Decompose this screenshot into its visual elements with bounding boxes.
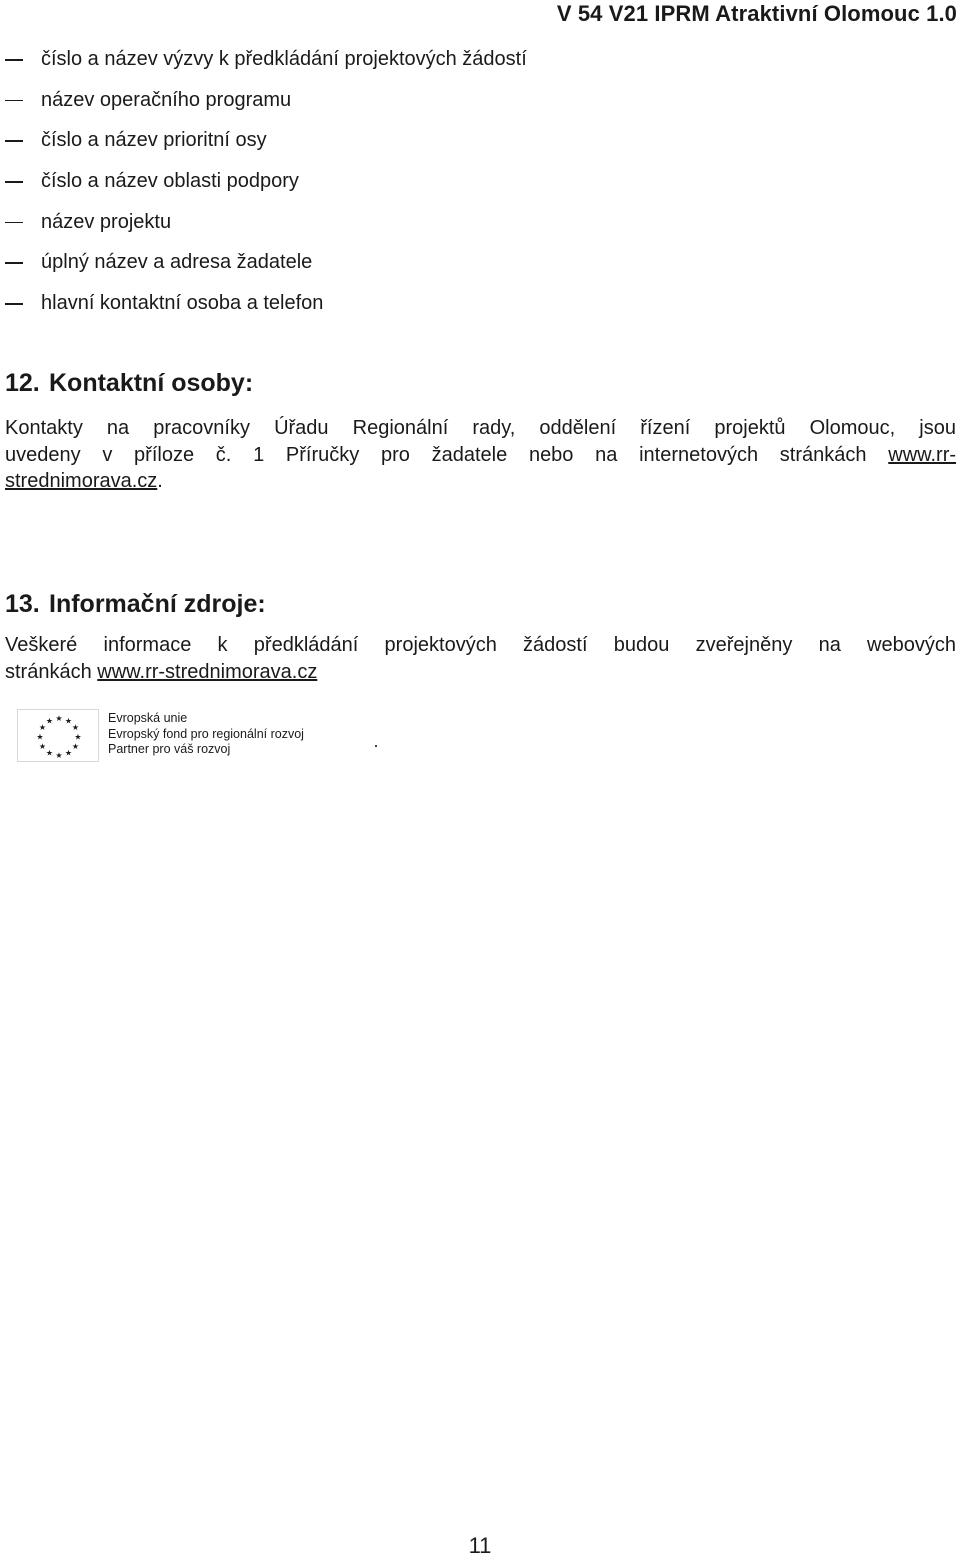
dash-bullet-icon [5, 100, 23, 102]
logo-line: Partner pro váš rozvoj [108, 742, 231, 756]
website-link[interactable]: www.rr-strednimorava.cz [97, 660, 318, 683]
paragraph-line [5, 442, 956, 469]
section-12-heading [5, 367, 253, 399]
list-item-text: název projektu [41, 210, 172, 233]
dash-bullet-icon [5, 59, 23, 61]
svg-text:★: ★ [74, 732, 82, 742]
dash-bullet-icon [5, 181, 23, 183]
list-item-text: číslo a název prioritní osy [41, 129, 267, 152]
stray-dot [375, 745, 377, 747]
list-item [0, 126, 527, 167]
section-13-paragraph [5, 632, 956, 685]
eu-flag-icon [17, 709, 99, 762]
paragraph-line [5, 659, 956, 686]
page-number: 11 [468, 1533, 492, 1558]
list-item-text: číslo a název výzvy k předkládání projektových žádostí [41, 48, 527, 70]
svg-text:★: ★ [38, 723, 47, 732]
document-header: V 54 V21 IPRM Atraktivní Olomouc 1.0 [556, 1, 957, 26]
paragraph-text: stránkách [5, 660, 92, 683]
requirements-list [0, 45, 527, 330]
logo-line: Evropská unie [108, 711, 188, 725]
list-item-text: hlavní kontaktní osoba a telefon [41, 292, 324, 315]
list-item-text: číslo a název oblasti podpory [41, 170, 299, 193]
paragraph-line: Veškeré informace k předkládání projektových žádostí budou zveřejněny na webových [5, 634, 956, 656]
svg-text:★: ★ [45, 716, 54, 726]
eu-logo [17, 709, 327, 762]
list-item [0, 167, 527, 208]
paragraph-line: Kontakty na pracovníky Úřadu Regionální rady, oddělení řízení projektů Olomouc, jsou [5, 417, 956, 439]
list-item [0, 248, 527, 289]
website-link[interactable]: www.rr- [888, 443, 957, 466]
list-item [0, 289, 527, 330]
svg-text:★: ★ [36, 732, 44, 742]
svg-text:★: ★ [64, 748, 73, 758]
website-link-continued[interactable]: strednimorava.cz [5, 470, 158, 492]
list-item-text: název operačního programu [41, 88, 292, 111]
dash-bullet-icon [5, 140, 23, 142]
dash-bullet-icon [5, 222, 23, 224]
dash-bullet-icon [5, 262, 23, 264]
svg-text:★: ★ [71, 742, 80, 751]
paragraph-line [5, 468, 956, 495]
list-item [0, 208, 527, 249]
svg-text:★: ★ [55, 714, 63, 723]
logo-line: Evropský fond pro regionální rozvoj [108, 726, 304, 741]
svg-text:★: ★ [55, 751, 63, 760]
section-title: Kontaktní osoby: [49, 369, 254, 397]
section-13-heading [5, 588, 266, 620]
svg-text:★: ★ [38, 742, 47, 751]
eu-logo-text [108, 711, 304, 758]
list-item [0, 45, 527, 86]
paragraph-text: . [157, 470, 163, 492]
paragraph-text: uvedeny v příloze č. 1 Příručky pro žadatele nebo na internetových stránkách [5, 443, 867, 466]
list-item [0, 86, 527, 127]
section-number: 12. [5, 369, 40, 397]
section-12-paragraph [5, 415, 956, 495]
svg-text:★: ★ [45, 748, 54, 758]
list-item-text: úplný název a adresa žadatele [41, 251, 313, 274]
svg-text:★: ★ [71, 723, 80, 732]
section-number: 13. [5, 590, 40, 618]
dash-bullet-icon [5, 303, 23, 305]
section-title: Informační zdroje: [49, 590, 266, 618]
svg-text:★: ★ [64, 716, 73, 726]
